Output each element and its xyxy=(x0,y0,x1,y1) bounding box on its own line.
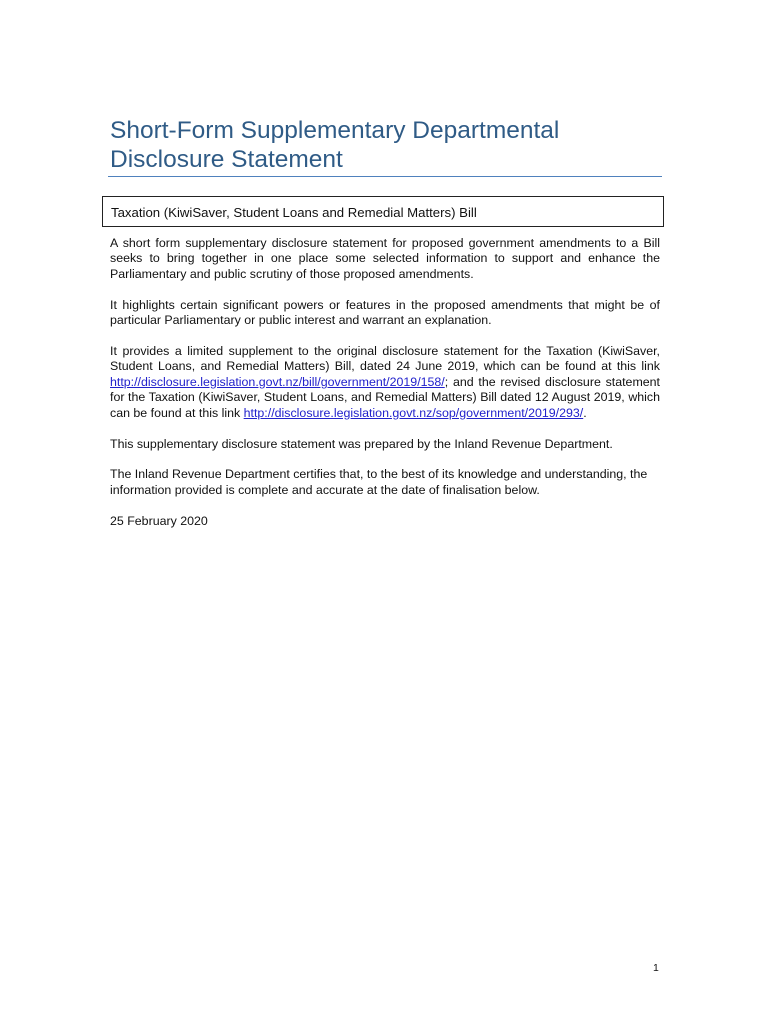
supplement-text-part-3: . xyxy=(583,405,587,420)
revised-disclosure-link[interactable]: http://disclosure.legislation.govt.nz/sop/government/2019/293/ xyxy=(243,405,584,420)
paragraph-highlights: It highlights certain significant powers or features in the proposed amendments that might be of particular Parliamentary or public interest and warrant an explanation. xyxy=(110,297,660,328)
paragraph-purpose: A short form supplementary disclosure statement for proposed government amendments to a Bill seeks to bring together in one place some selected information to support and enhance the Parliamentary and public scrutiny of those proposed amendments. xyxy=(110,236,660,281)
bill-name: Taxation (KiwiSaver, Student Loans and Remedial Matters) Bill xyxy=(111,205,477,220)
supplement-text-part-1: It provides a limited supplement to the original disclosure statement for the Taxation (KiwiSaver, Student Loans, and Remedial Matters) Bill, dated 24 June 2019, which can be found at this link xyxy=(110,344,660,374)
original-disclosure-link[interactable]: http://disclosure.legislation.govt.nz/bill/government/2019/158/ xyxy=(110,374,445,389)
paragraph-supplement xyxy=(110,344,660,421)
paragraph-certification: The Inland Revenue Department certifies that, to the best of its knowledge and understanding, the information provided is complete and accurate at the date of finalisation below. xyxy=(110,467,648,497)
document-body xyxy=(110,236,660,545)
title-line-1: Short-Form Supplementary Departmental xyxy=(110,117,560,144)
supplement-text-part-2: ; and the revised disclosure statement for the Taxation (KiwiSaver, Student Loans, and Remedial Matters) Bill dated 12 August 2019, which can be found at this link xyxy=(110,374,660,420)
page-number: 1 xyxy=(653,962,659,974)
paragraph-prepared-by: This supplementary disclosure statement was prepared by the Inland Revenue Department. xyxy=(110,436,613,451)
title-underline-rule xyxy=(108,176,662,177)
finalisation-date: 25 February 2020 xyxy=(110,513,208,528)
bill-name-box xyxy=(102,196,664,227)
page-title xyxy=(110,116,670,174)
title-line-2: Disclosure Statement xyxy=(110,146,343,173)
